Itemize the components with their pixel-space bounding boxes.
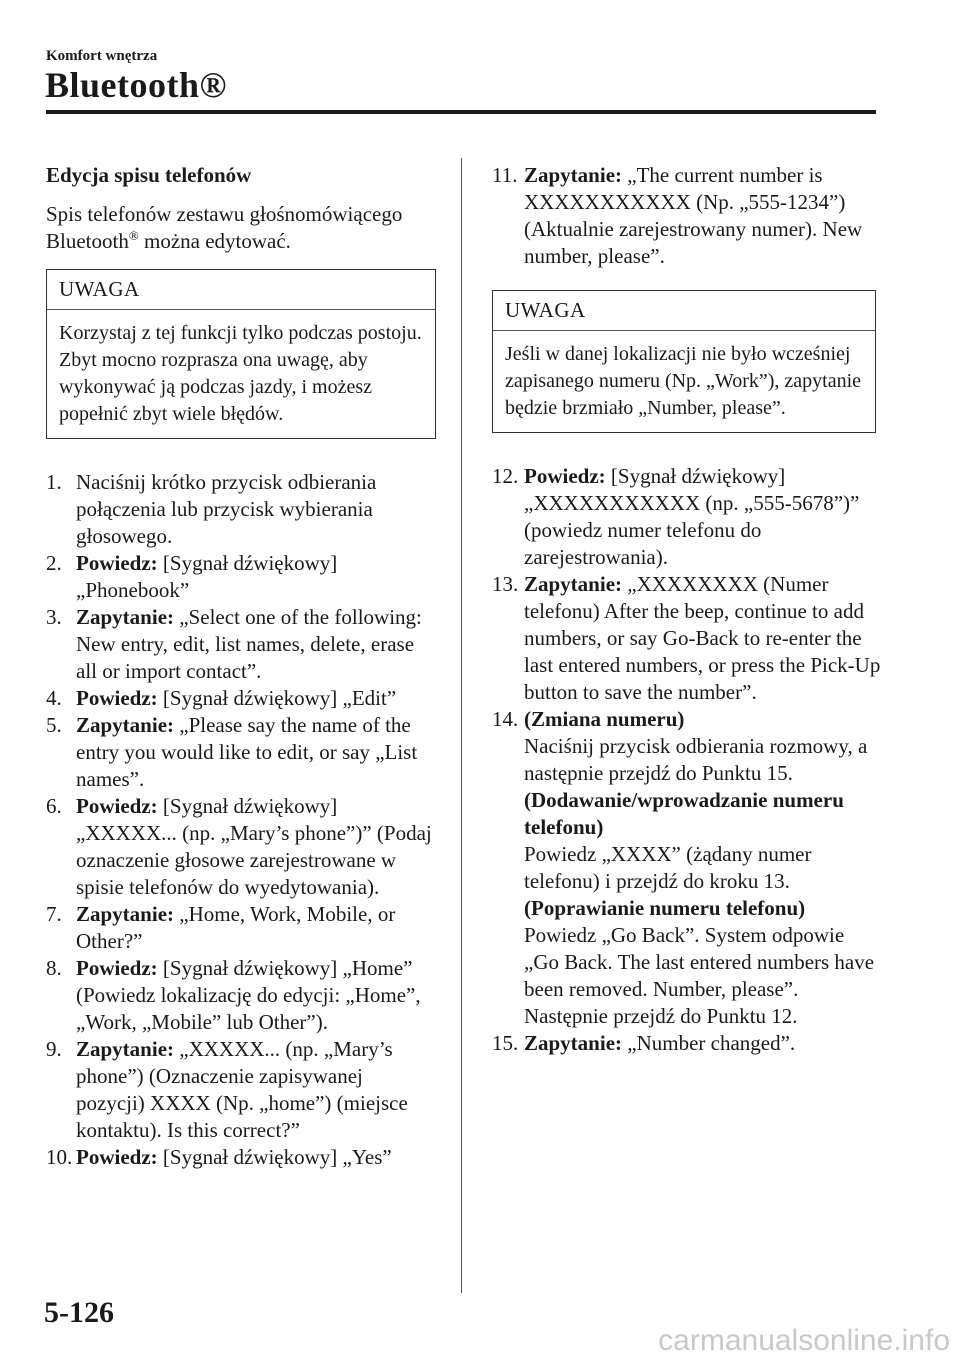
step-label: Zapytanie: xyxy=(524,163,623,187)
step-number: 14. xyxy=(492,707,519,731)
step-number: 13. xyxy=(492,572,519,596)
intro-paragraph xyxy=(46,201,436,255)
header-rule xyxy=(46,110,876,114)
step-text xyxy=(76,604,436,685)
step-body: „Home, Work, Mobile, or Other?” xyxy=(76,902,396,953)
step-label: Zapytanie: xyxy=(76,1037,175,1061)
list-item xyxy=(492,463,882,571)
substep-text-change: Naciśnij przycisk odbierania rozmowy, a następnie przejdź do Punktu 15. xyxy=(524,734,868,785)
list-item xyxy=(46,793,436,901)
step-body: [Sygnał dźwiękowy] „Edit” xyxy=(157,686,397,710)
substep-heading-change: (Zmiana numeru) xyxy=(524,707,685,731)
list-item xyxy=(492,706,882,1030)
step-number: 7. xyxy=(46,902,62,926)
list-item xyxy=(46,1036,436,1144)
list-item xyxy=(492,162,882,270)
intro-text-a: Spis telefonów zestawu głośnomówiącego Bluetooth xyxy=(46,202,403,253)
step-number: 15. xyxy=(492,1031,519,1055)
step-label: Powiedz: xyxy=(76,794,158,818)
substep-heading-correct: (Poprawianie numeru telefonu) xyxy=(524,896,806,920)
substep-heading-add: (Dodawanie/wprowadzanie numeru telefonu) xyxy=(524,788,844,839)
note-body: Jeśli w danej lokalizacji nie było wcześniej zapisanego numeru (Np. „Work”), zapytanie będzie brzmiało „Number, please”. xyxy=(505,343,862,419)
watermark: carmanualsonline.info xyxy=(658,1324,950,1357)
step-label: Zapytanie: xyxy=(76,713,175,737)
list-item xyxy=(46,685,436,712)
steps-list-continued-2 xyxy=(492,463,882,1057)
step-text xyxy=(76,793,436,901)
step-label: Powiedz: xyxy=(524,464,606,488)
note-body: Korzystaj z tej funkcji tylko podczas postoju. Zbyt mocno rozprasza ona uwagę, aby wykonywać ją podczas jazdy, i możesz popełnić zbyt wiele błędów. xyxy=(59,322,422,425)
step-body: „Number changed”. xyxy=(622,1031,796,1055)
left-column xyxy=(46,162,436,1171)
step-body: [Sygnał dźwiękowy] „Phonebook” xyxy=(76,551,338,602)
list-item xyxy=(46,955,436,1036)
step-label: Powiedz: xyxy=(76,1145,158,1169)
step-number: 2. xyxy=(46,551,62,575)
step-label: Zapytanie: xyxy=(524,572,623,596)
step-label: Zapytanie: xyxy=(524,1031,623,1055)
step-text xyxy=(524,463,882,571)
step-label: Powiedz: xyxy=(76,551,158,575)
list-item xyxy=(492,1030,882,1057)
note-box xyxy=(492,290,876,433)
intro-text-b: można edytować. xyxy=(138,229,291,253)
step-body: „The current number is XXXXXXXXXXX (Np. „555-1234”) (Aktualnie zarejestrowany numer). New number, please”. xyxy=(524,163,863,268)
steps-list xyxy=(46,469,436,1171)
step-text xyxy=(76,469,436,550)
step-number: 10. xyxy=(46,1145,73,1169)
right-column xyxy=(492,162,882,1057)
step-number: 6. xyxy=(46,794,62,818)
list-item xyxy=(46,604,436,685)
step-text xyxy=(76,1144,436,1171)
step-body: [Sygnał dźwiękowy] „Yes” xyxy=(157,1145,392,1169)
list-item xyxy=(46,1144,436,1171)
list-item xyxy=(46,712,436,793)
step-label: Powiedz: xyxy=(76,956,158,980)
step-label: Zapytanie: xyxy=(76,902,175,926)
step-label: Zapytanie: xyxy=(76,605,175,629)
step-text xyxy=(76,901,436,955)
step-number: 9. xyxy=(46,1037,62,1061)
substep-text-add: Powiedz „XXXX” (żądany numer telefonu) i przejdź do kroku 13. xyxy=(524,842,812,893)
note-title: UWAGA xyxy=(493,291,875,331)
step-number: 8. xyxy=(46,956,62,980)
step-number: 12. xyxy=(492,464,519,488)
note-title: UWAGA xyxy=(47,270,435,310)
section-heading: Edycja spisu telefonów xyxy=(46,163,252,187)
page-title: Bluetooth® xyxy=(45,65,227,105)
step-body: „XXXXXXXX (Numer telefonu) After the beep, continue to add numbers, or say Go-Back to re-enter the last entered numbers, or press the Pick-Up button to save the number”. xyxy=(524,572,881,704)
step-text xyxy=(76,550,436,604)
page-number: 5-126 xyxy=(44,1296,114,1329)
step-text xyxy=(76,712,436,793)
step-number: 3. xyxy=(46,605,62,629)
note-box xyxy=(46,269,436,439)
step-text xyxy=(524,1030,882,1057)
step-label: Powiedz: xyxy=(76,686,158,710)
list-item xyxy=(46,550,436,604)
step-body: Naciśnij krótko przycisk odbierania połączenia lub przycisk wybierania głosowego. xyxy=(76,470,377,548)
step-number: 11. xyxy=(492,163,518,187)
step-text xyxy=(524,162,882,270)
registered-mark: ® xyxy=(128,228,139,243)
step-text xyxy=(76,1036,436,1144)
list-item xyxy=(46,901,436,955)
list-item xyxy=(492,571,882,706)
step-number: 5. xyxy=(46,713,62,737)
substep-text-correct: Powiedz „Go Back”. System odpowie „Go Back. The last entered numbers have been removed. Number, please”. Następnie przejdź do Punktu 12. xyxy=(524,923,875,1028)
list-item xyxy=(46,469,436,550)
step-body: [Sygnał dźwiękowy] „Home” (Powiedz lokalizację do edycji: „Home”, „Work, „Mobile” lub Other”). xyxy=(76,956,421,1034)
step-body: [Sygnał dźwiękowy] „XXXXX... (np. „Mary’s phone”)” (Podaj oznaczenie głosowe zarejestrowane w spisie telefonów do wyedytowania). xyxy=(76,794,432,899)
step-body: „Please say the name of the entry you would like to edit, or say „List names”. xyxy=(76,713,418,791)
step-body: [Sygnał dźwiękowy] „XXXXXXXXXXX (np. „555-5678”)” (powiedz numer telefonu do zarejestrowania). xyxy=(524,464,860,569)
step-text xyxy=(524,706,882,1030)
column-divider xyxy=(461,158,462,1293)
step-text xyxy=(76,955,436,1036)
step-number: 4. xyxy=(46,686,62,710)
steps-list-continued xyxy=(492,162,882,270)
step-text xyxy=(524,571,882,706)
step-body: „Select one of the following: New entry, edit, list names, delete, erase all or import contact”. xyxy=(76,605,422,683)
step-text xyxy=(76,685,436,712)
step-number: 1. xyxy=(46,470,62,494)
header-section: Komfort wnętrza xyxy=(46,48,158,64)
step-body: „XXXXX... (np. „Mary’s phone”) (Oznaczenie zapisywanej pozycji) XXXX (Np. „home”) (miejsce kontaktu). Is this correct?” xyxy=(76,1037,408,1142)
